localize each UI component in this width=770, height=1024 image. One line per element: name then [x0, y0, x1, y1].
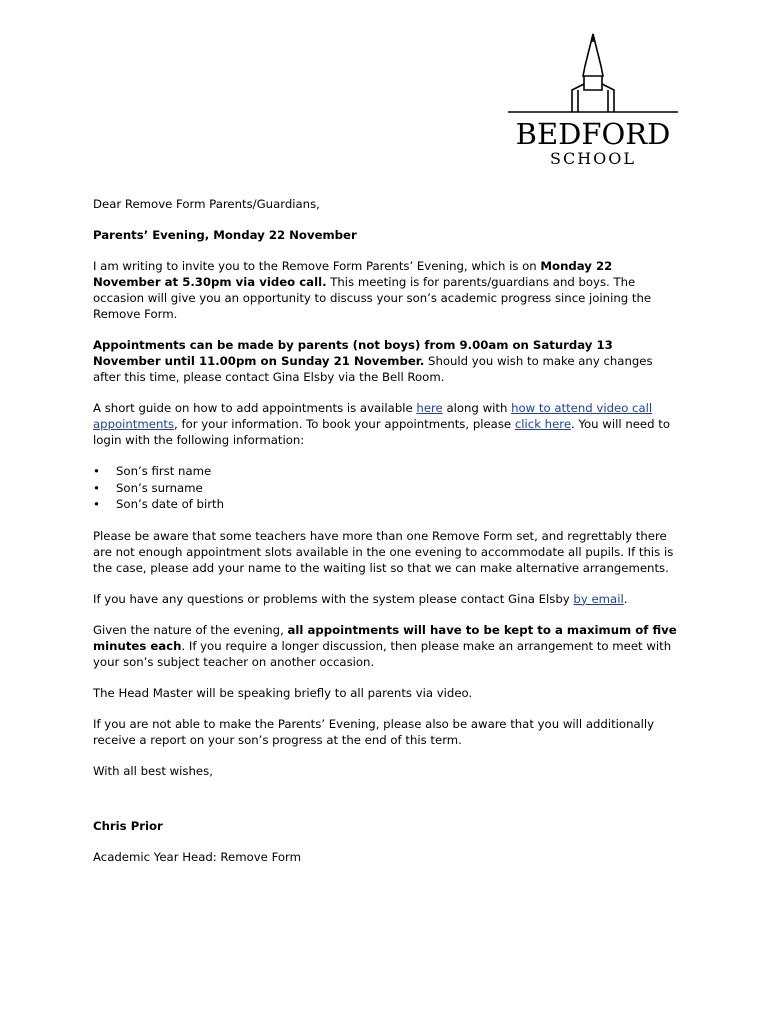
- contact-text-end: .: [623, 591, 628, 606]
- appointments-window-bold: Appointments can be made by parents (not boys) from 9.00am on Saturday 13 November until 11.00pm on Sunday 21 November.: [93, 338, 613, 368]
- paragraph-head-master: The Head Master will be speaking briefly to all parents via video.: [93, 685, 473, 700]
- school-logo: [504, 32, 682, 172]
- list-item-text: Son’s date of birth: [116, 497, 225, 511]
- list-item: [93, 496, 683, 513]
- paragraph-waiting-list: Please be aware that some teachers have more than one Remove Form set, and regrettably there are not enough appointment slots available in the one evening to accommodate all pupils. If this is the case, please add your name to the waiting list so that we can make alternative arrangements.: [93, 528, 674, 575]
- salutation: Dear Remove Form Parents/Guardians,: [93, 197, 320, 211]
- signature-role: Academic Year Head: Remove Form: [93, 849, 302, 864]
- list-item-text: Son’s surname: [116, 480, 203, 495]
- logo-wordmark: BEDFORD: [515, 117, 671, 151]
- list-item: [93, 480, 683, 497]
- login-info-list: [93, 463, 683, 513]
- paragraph-duration: [93, 622, 683, 670]
- guide-text-2: along with: [442, 401, 512, 415]
- paragraph-contact: [93, 591, 683, 607]
- guide-text-3: , for your information. To book your appointments, please: [174, 417, 515, 431]
- letter-body: [93, 196, 683, 880]
- invitation-text: I am writing to invite you to the Remove Form Parents’ Evening, which is on: [93, 259, 541, 273]
- guide-text: A short guide on how to add appointments is available: [93, 401, 417, 415]
- email-link[interactable]: by email: [573, 591, 624, 606]
- invitation-date-bold: Monday 22 November at 5.30pm via video call.: [93, 259, 613, 289]
- list-item-text: Son’s first name: [116, 464, 212, 478]
- paragraph-appointments: [93, 337, 683, 385]
- letter-subject: Parents’ Evening, Monday 22 November: [93, 228, 357, 242]
- paragraph-invitation: [93, 258, 683, 322]
- bullet-icon: •: [93, 480, 100, 495]
- contact-text: If you have any questions or problems with the system please contact Gina Elsby: [93, 591, 574, 606]
- list-item: [93, 463, 683, 480]
- invitation-text-cont: This meeting is for parents/guardians and boys. The occasion will give you an opportunity to discuss your son’s academic progress since joining the Remove Form.: [93, 275, 652, 321]
- duration-text-cont: . If you require a longer discussion, then please make an arrangement to meet with your son’s subject teacher on another occasion.: [93, 638, 672, 669]
- signature-name: Chris Prior: [93, 818, 163, 833]
- bullet-icon: •: [93, 464, 100, 478]
- book-click-here-link[interactable]: click here: [514, 417, 572, 431]
- duration-text: Given the nature of the evening,: [93, 622, 288, 637]
- paragraph-report: If you are not able to make the Parents’ Evening, please also be aware that you will additionally receive a report on your son’s progress at the end of this term.: [93, 716, 655, 747]
- paragraph-guide: [93, 400, 683, 448]
- guide-here-link[interactable]: here: [416, 401, 443, 415]
- guide-text-4: . You will need to login with the following information:: [93, 417, 670, 447]
- closing: With all best wishes,: [93, 763, 213, 778]
- logo-subtitle: SCHOOL: [549, 149, 636, 168]
- bullet-icon: •: [93, 497, 100, 511]
- video-call-guide-link[interactable]: how to attend video call appointments: [93, 401, 653, 431]
- duration-bold: all appointments will have to be kept to a maximum of five minutes each: [93, 622, 677, 653]
- signature-gap: [93, 794, 683, 818]
- appointments-changes-text: Should you wish to make any changes after this time, please contact Gina Elsby via the Bell Room.: [93, 354, 653, 384]
- chapel-spire-icon: [504, 32, 682, 122]
